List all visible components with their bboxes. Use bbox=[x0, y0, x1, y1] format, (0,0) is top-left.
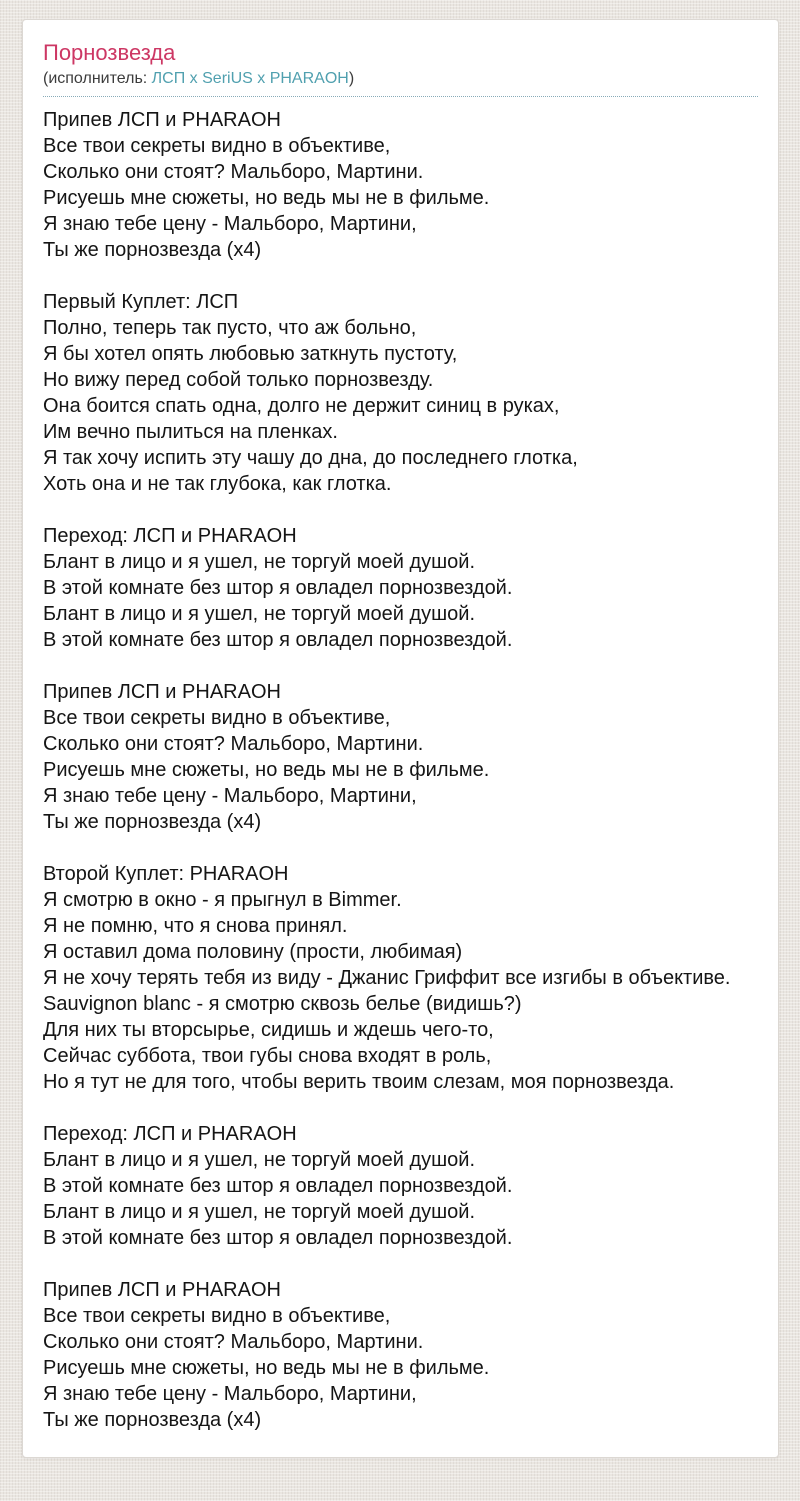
lyrics-stanza bbox=[43, 861, 758, 1095]
lyrics-line: Рисуешь мне сюжеты, но ведь мы не в фильме. bbox=[43, 759, 490, 781]
lyrics-line: Сейчас суббота, твои губы снова входят в роль, bbox=[43, 1045, 492, 1067]
lyrics-line: Все твои секреты видно в объективе, bbox=[43, 707, 391, 729]
artist-link[interactable]: ЛСП x SeriUS x PHARAOH bbox=[151, 70, 349, 87]
lyrics-line: Им вечно пылиться на пленках. bbox=[43, 421, 338, 443]
lyrics-line: В этой комнате без штор я овладел порнозвездой. bbox=[43, 577, 513, 599]
lyrics-text bbox=[43, 107, 758, 1433]
lyrics-line: Sauvignon blanc - я смотрю сквозь белье (видишь?) bbox=[43, 993, 522, 1015]
lyrics-line: Первый Куплет: ЛСП bbox=[43, 291, 239, 313]
lyrics-line: Блант в лицо и я ушел, не торгуй моей душой. bbox=[43, 1201, 476, 1223]
lyrics-line: Переход: ЛСП и PHARAOH bbox=[43, 1123, 297, 1145]
lyrics-line: Ты же порнозвезда (х4) bbox=[43, 1409, 262, 1431]
lyrics-line: Я оставил дома половину (прости, любимая) bbox=[43, 941, 463, 963]
lyrics-line: Я бы хотел опять любовью заткнуть пустоту, bbox=[43, 343, 458, 365]
lyrics-line: Сколько они стоят? Мальборо, Мартини. bbox=[43, 1331, 424, 1353]
lyrics-line: Для них ты вторсырье, сидишь и ждешь чего-то, bbox=[43, 1019, 494, 1041]
lyrics-line: Я не помню, что я снова принял. bbox=[43, 915, 348, 937]
lyrics-line: Ты же порнозвезда (х4) bbox=[43, 811, 262, 833]
lyrics-line: Я не хочу терять тебя из виду - Джанис Гриффит все изгибы в объективе. bbox=[43, 967, 731, 989]
lyrics-line: Хоть она и не так глубока, как глотка. bbox=[43, 473, 392, 495]
lyrics-card bbox=[22, 19, 779, 1458]
lyrics-line: Рисуешь мне сюжеты, но ведь мы не в фильме. bbox=[43, 187, 490, 209]
lyrics-line: Я знаю тебе цену - Мальборо, Мартини, bbox=[43, 1383, 417, 1405]
lyrics-line: Но я тут не для того, чтобы верить твоим слезам, моя порнозвезда. bbox=[43, 1071, 675, 1093]
lyrics-line: В этой комнате без штор я овладел порнозвездой. bbox=[43, 1175, 513, 1197]
lyrics-line: Я знаю тебе цену - Мальборо, Мартини, bbox=[43, 785, 417, 807]
lyrics-line: В этой комнате без штор я овладел порнозвездой. bbox=[43, 1227, 513, 1249]
lyrics-line: Ты же порнозвезда (х4) bbox=[43, 239, 262, 261]
artist-line-suffix: ) bbox=[348, 70, 355, 87]
lyrics-line: Я так хочу испить эту чашу до дна, до последнего глотка, bbox=[43, 447, 578, 469]
lyrics-line: Блант в лицо и я ушел, не торгуй моей душой. bbox=[43, 603, 476, 625]
lyrics-line: В этой комнате без штор я овладел порнозвездой. bbox=[43, 629, 513, 651]
artist-label: (исполнитель: bbox=[43, 70, 152, 87]
lyrics-line: Но вижу перед собой только порнозвезду. bbox=[43, 369, 434, 391]
lyrics-line: Рисуешь мне сюжеты, но ведь мы не в фильме. bbox=[43, 1357, 490, 1379]
artist-line bbox=[43, 68, 758, 90]
lyrics-line: Сколько они стоят? Мальборо, Мартини. bbox=[43, 161, 424, 183]
lyrics-line: Блант в лицо и я ушел, не торгуй моей душой. bbox=[43, 551, 476, 573]
lyrics-line: Я знаю тебе цену - Мальборо, Мартини, bbox=[43, 213, 417, 235]
lyrics-stanza bbox=[43, 1121, 758, 1251]
lyrics-line: Припев ЛСП и PHARAOH bbox=[43, 681, 281, 703]
lyrics-line: Блант в лицо и я ушел, не торгуй моей душой. bbox=[43, 1149, 476, 1171]
lyrics-line: Она боится спать одна, долго не держит синиц в руках, bbox=[43, 395, 560, 417]
lyrics-line: Все твои секреты видно в объективе, bbox=[43, 135, 391, 157]
lyrics-stanza bbox=[43, 289, 758, 497]
lyrics-line: Я смотрю в окно - я прыгнул в Bimmer. bbox=[43, 889, 402, 911]
lyrics-line: Припев ЛСП и PHARAOH bbox=[43, 109, 281, 131]
lyrics-line: Второй Куплет: PHARAOH bbox=[43, 863, 289, 885]
lyrics-stanza bbox=[43, 679, 758, 835]
lyrics-stanza bbox=[43, 1277, 758, 1433]
lyrics-line: Все твои секреты видно в объективе, bbox=[43, 1305, 391, 1327]
song-header bbox=[43, 40, 758, 97]
song-title: Порнозвезда bbox=[43, 40, 176, 65]
lyrics-stanza bbox=[43, 107, 758, 263]
lyrics-line: Сколько они стоят? Мальборо, Мартини. bbox=[43, 733, 424, 755]
lyrics-line: Переход: ЛСП и PHARAOH bbox=[43, 525, 297, 547]
lyrics-line: Припев ЛСП и PHARAOH bbox=[43, 1279, 281, 1301]
lyrics-stanza bbox=[43, 523, 758, 653]
lyrics-line: Полно, теперь так пусто, что аж больно, bbox=[43, 317, 417, 339]
